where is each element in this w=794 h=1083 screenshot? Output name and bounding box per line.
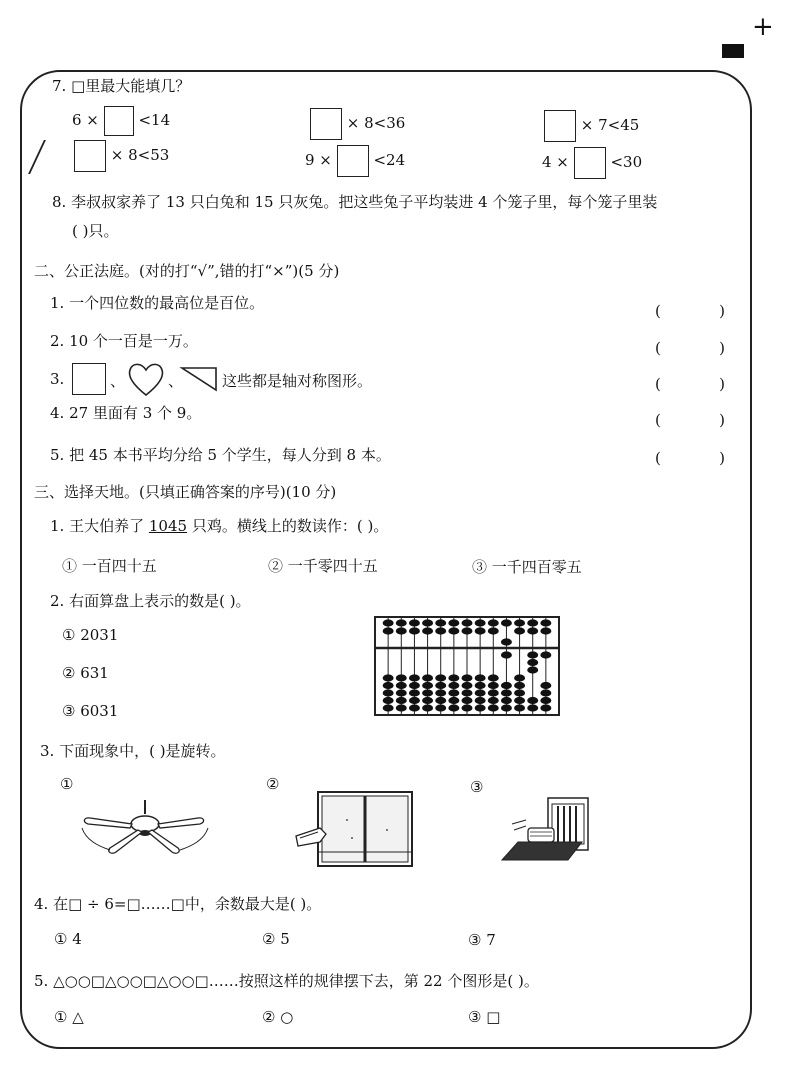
s3-q2: 2. 右面算盘上表示的数是( )。 [50,592,251,610]
answer-box[interactable] [104,106,134,136]
s3-q4: 4. 在□ ÷ 6=□……□中，余数最大是( )。 [34,895,322,913]
s3-q1-option-1[interactable]: ① 一百四十五 [62,557,157,575]
abacus-bead [422,704,433,711]
registration-block [722,44,744,58]
answer-box[interactable] [544,110,576,142]
s3-q5-option-2[interactable]: ② ○ [262,1008,294,1026]
abacus-bead [475,674,486,681]
triangle-shape-icon [180,366,220,392]
q7-item-3: × 7<45 [544,110,639,142]
abacus-bead [396,674,407,681]
abacus-bead [475,697,486,704]
answer-paren-1[interactable]: ( ) [655,302,725,320]
abacus-bead [435,674,446,681]
q7-item-6: 4 × <30 [542,147,642,179]
abacus-bead [488,689,499,696]
s3-q2-option-3[interactable]: ③ 6031 [62,702,119,720]
abacus-bead [396,619,407,626]
answer-paren-4[interactable]: ( ) [655,411,725,429]
abacus-bead [501,682,512,689]
s3-q5-option-3[interactable]: ③ □ [468,1008,501,1026]
s3-q1-option-2[interactable]: ② 一千零四十五 [268,557,378,575]
abacus-bead [501,704,512,711]
abacus-bead [514,697,525,704]
answer-box[interactable] [337,145,369,177]
abacus-bead [475,689,486,696]
q7-item-4: × 8<53 [74,140,169,172]
abacus-bead [383,619,394,626]
abacus-bead [462,704,473,711]
abacus-bead [422,619,433,626]
s3-q5: 5. △○○□△○○□△○○□……按照这样的规律摆下去，第 22 个图形是( )。 [34,972,539,990]
abacus-bead [488,704,499,711]
abacus-bead [475,627,486,634]
abacus-bead [488,619,499,626]
s3-q1: 1. 王大伯养了 1045 只鸡。横线上的数读作：( )。 [50,517,389,535]
abacus-bead [501,619,512,626]
abacus-bead [383,627,394,634]
abacus-bead [435,682,446,689]
abacus-bead [422,697,433,704]
abacus-bead [527,619,538,626]
ceiling-fan-icon [80,800,210,860]
abacus-bead [435,619,446,626]
abacus-bead [409,697,420,704]
square-shape-icon [72,363,106,395]
abacus-bead [396,689,407,696]
abacus-bead [462,627,473,634]
abacus-bead [448,627,459,634]
s3-q3: 3. 下面现象中，( )是旋转。 [40,742,226,760]
abacus-bead [527,651,538,658]
abacus-bead [514,682,525,689]
sliding-window-icon [292,790,417,870]
abacus-bead [448,704,459,711]
abacus-bead [435,704,446,711]
abacus-bead [501,651,512,658]
s2-item-3: 3. [50,370,65,388]
conveyor-machine-icon [498,790,603,865]
abacus-bead [383,682,394,689]
abacus-bead [383,689,394,696]
abacus-bead [475,619,486,626]
abacus-bead [383,704,394,711]
abacus-bead [514,704,525,711]
q7-title: 7. □里最大能填几？ [52,77,191,95]
abacus-bead [462,619,473,626]
q8-line1: 8. 李叔叔家养了 13 只白兔和 15 只灰兔。把这些兔子平均装进 4 个笼子里，每个笼子里装 [52,193,658,211]
abacus-bead [383,697,394,704]
abacus-bead [514,627,525,634]
abacus-bead [435,689,446,696]
abacus-bead [488,627,499,634]
abacus-bead [422,682,433,689]
s3-q4-option-3[interactable]: ③ 7 [468,931,496,949]
s3-q3-marker-1[interactable]: ① [60,775,74,793]
abacus-bead [462,674,473,681]
abacus-bead [527,659,538,666]
s3-q2-option-1[interactable]: ① 2031 [62,626,119,644]
abacus-bead [527,704,538,711]
abacus-bead [527,627,538,634]
s3-q3-marker-2[interactable]: ② [266,775,280,793]
abacus-bead [501,689,512,696]
abacus-bead [448,619,459,626]
abacus-bead [488,674,499,681]
abacus-bead [540,651,551,658]
s2-item-2: 2. 10 个一百是一万。 [50,332,198,350]
s3-q4-option-2[interactable]: ② 5 [262,930,290,948]
abacus-bead [462,682,473,689]
abacus-figure [374,616,560,716]
answer-box[interactable] [310,108,342,140]
abacus-bead [540,704,551,711]
s3-q4-option-1[interactable]: ① 4 [54,930,82,948]
abacus-bead [540,627,551,634]
abacus-bead [514,619,525,626]
answer-paren-2[interactable]: ( ) [655,339,725,357]
section3-title: 三、选择天地。(只填正确答案的序号)(10 分) [34,483,337,501]
section2-title: 二、公正法庭。(对的打“√”,错的打“×”)(5 分) [34,262,340,280]
abacus-bead [501,638,512,645]
s3-q5-option-1[interactable]: ① △ [54,1008,84,1026]
abacus-bead [462,697,473,704]
abacus-bead [396,627,407,634]
abacus-bead [435,697,446,704]
abacus-bead [527,697,538,704]
abacus-bead [409,619,420,626]
heart-shape-icon [126,360,166,398]
separator-1: 、 [110,372,126,390]
s3-q3-marker-3[interactable]: ③ [470,778,484,796]
s2-item-3-tail: 这些都是轴对称图形。 [222,372,373,390]
underlined-number: 1045 [148,517,188,535]
abacus-bead [540,619,551,626]
abacus-bead [422,627,433,634]
abacus-bead [514,689,525,696]
abacus-bead [396,704,407,711]
separator-2: 、 [168,372,184,390]
abacus-bead [409,689,420,696]
answer-box[interactable] [74,140,106,172]
abacus-bead [501,697,512,704]
abacus-bead [409,674,420,681]
abacus-bead [409,627,420,634]
abacus-bead [448,689,459,696]
abacus-bead [383,674,394,681]
s3-q1-option-3[interactable]: ③ 一千四百零五 [472,558,582,576]
answer-paren-5[interactable]: ( ) [655,449,725,467]
s2-item-4: 4. 27 里面有 3 个 9。 [50,404,202,422]
abacus-bead [540,682,551,689]
q7-item-5: 9 × <24 [305,145,405,177]
abacus-bead [409,704,420,711]
q7-item-2: × 8<36 [310,108,405,140]
abacus-bead [514,674,525,681]
abacus-bead [527,666,538,673]
s2-item-5: 5. 把 45 本书平均分给 5 个学生，每人分到 8 本。 [50,446,391,464]
crop-mark-plus: + [752,12,774,42]
abacus-bead [396,697,407,704]
s3-q2-option-2[interactable]: ② 631 [62,664,109,682]
abacus-bead [488,682,499,689]
abacus-bead [488,697,499,704]
q8-line2[interactable]: ( )只。 [72,222,119,240]
answer-box[interactable] [574,147,606,179]
abacus-bead [540,689,551,696]
abacus-bead [462,689,473,696]
abacus-bead [422,674,433,681]
abacus-bead [435,627,446,634]
answer-paren-3[interactable]: ( ) [655,375,725,393]
abacus-bead [540,697,551,704]
abacus-bead [448,697,459,704]
s2-item-1: 1. 一个四位数的最高位是百位。 [50,294,265,312]
abacus-bead [448,682,459,689]
abacus-bead [448,674,459,681]
abacus-bead [475,704,486,711]
abacus-bead [409,682,420,689]
abacus-bead [422,689,433,696]
abacus-bead [475,682,486,689]
q7-item-1: 6 × <14 [72,106,170,136]
abacus-bead [396,682,407,689]
